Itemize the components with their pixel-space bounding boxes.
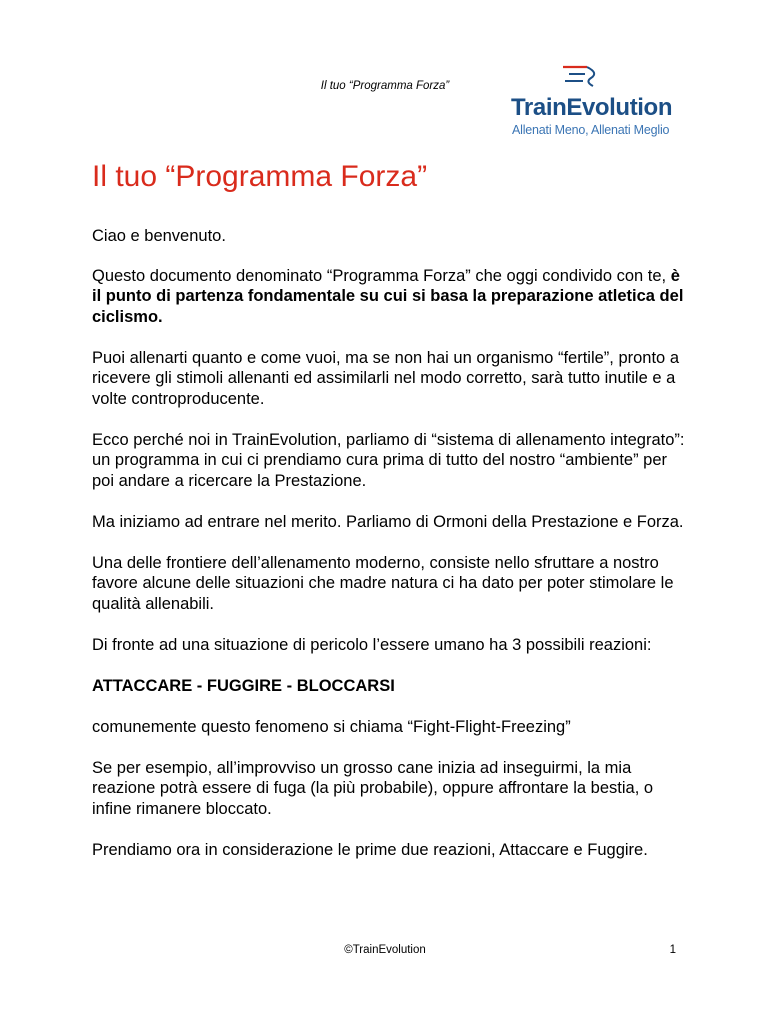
paragraph-hormones: Ma iniziamo ad entrare nel merito. Parliamo di Ormoni della Prestazione e Forza.	[92, 512, 684, 531]
running-header: Il tuo “Programma Forza”	[320, 80, 450, 92]
paragraph-first-two: Prendiamo ora in considerazione le prime due reazioni, Attaccare e Fuggire.	[92, 840, 648, 859]
paragraph-fight-flight: comunemente questo fenomeno si chiama “Fight-Flight-Freezing”	[92, 717, 571, 736]
paragraph-modern-training: Una delle frontiere dell’allenamento moderno, consiste nello sfruttare a nostro favore alcune delle situazioni che madre natura ci ha dato per poter stimolare le qualità allenabili.	[92, 553, 674, 613]
logo-wordmark: TrainEvolution	[511, 94, 673, 121]
intro-plain-text: Questo documento denominato “Programma Forza” che oggi condivido con te,	[92, 266, 671, 285]
page-number: 1	[669, 944, 676, 956]
paragraph-integrated-system: Ecco perché noi in TrainEvolution, parliamo di “sistema di allenamento integrato”: un programma in cui ci prendiamo cura prima di tutto del nostro “ambiente” per poi andare a ricercare la Prestazione.	[92, 430, 685, 490]
footer-copyright: ©TrainEvolution	[344, 944, 426, 956]
paragraph-reactions-list: ATTACCARE - FUGGIRE - BLOCCARSI	[92, 676, 395, 695]
intro-bold-text: è il punto di partenza fondamentale su cui si basa la preparazione atletica del ciclismo.	[92, 266, 684, 326]
paragraph-organism: Puoi allenarti quanto e come vuoi, ma se non hai un organismo “fertile”, pronto a ricevere gli stimoli allenanti ed assimilarli nel modo corretto, sarà tutto inutile e a volte controproducente.	[92, 348, 679, 408]
paragraph-intro	[92, 266, 692, 328]
logo-tagline: Allenati Meno, Allenati Meglio	[512, 123, 670, 137]
trainevolution-logo	[511, 64, 681, 142]
document-title: Il tuo “Programma Forza”	[92, 160, 428, 193]
logo-mark-icon	[561, 64, 607, 90]
paragraph-greeting: Ciao e benvenuto.	[92, 227, 226, 245]
document-body	[92, 226, 692, 881]
paragraph-danger-reactions: Di fronte ad una situazione di pericolo l’essere umano ha 3 possibili reazioni:	[92, 635, 652, 654]
paragraph-dog-example: Se per esempio, all’improvviso un grosso cane inizia ad inseguirmi, la mia reazione potrà essere di fuga (la più probabile), oppure affrontare la bestia, o infine rimanere bloccato.	[92, 758, 654, 818]
